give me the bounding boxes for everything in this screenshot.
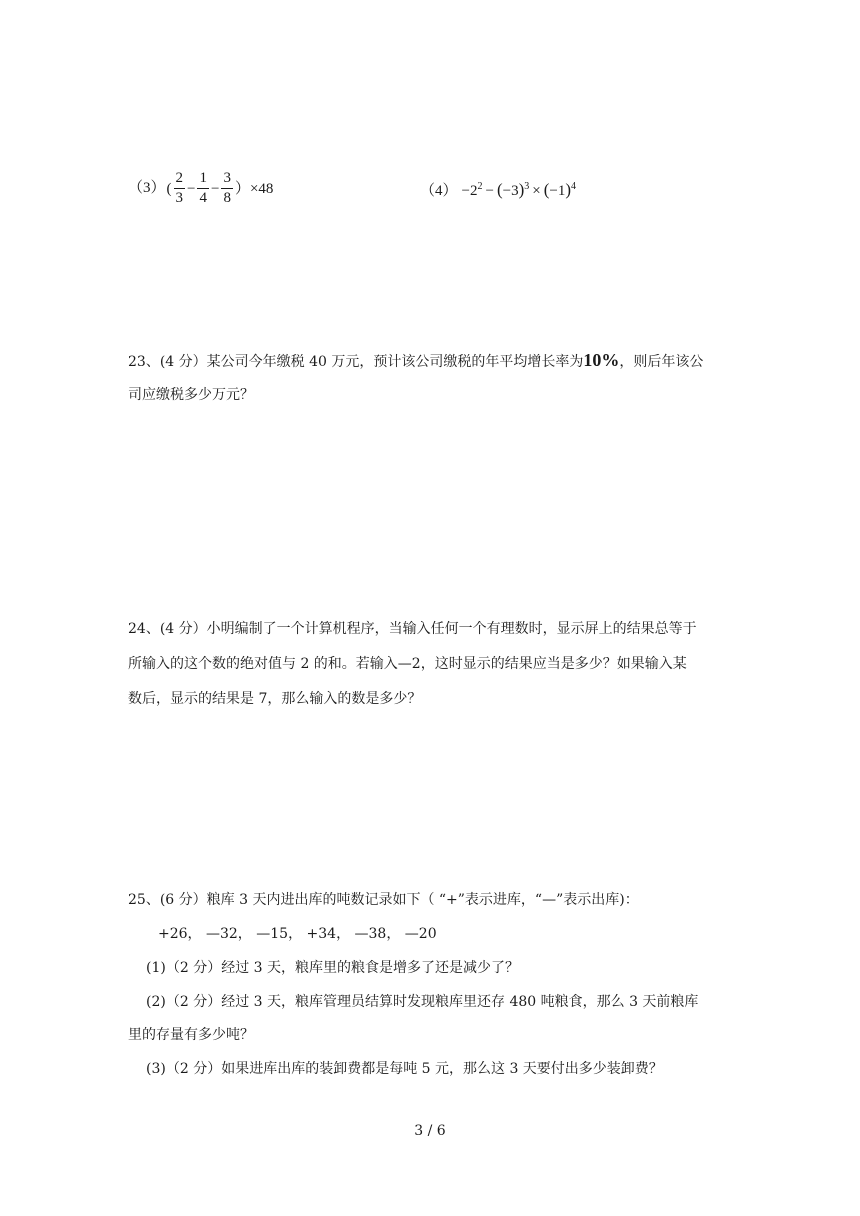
problem-4 — [420, 172, 576, 202]
fraction-numerator: 3 — [221, 170, 233, 189]
neg-two: −2 — [461, 183, 478, 199]
neg-three: −3 — [502, 183, 519, 199]
right-paren: ) — [518, 180, 525, 199]
q23-text-end: ，则后年该公 — [619, 354, 704, 370]
q24-line-1: 24、(4 分）小明编制了一个计算机程序，当输入任何一个有理数时，显示屏上的结果总等于 — [128, 621, 697, 637]
close-times-48: ）×48 — [234, 180, 274, 197]
exponent: 3 — [524, 181, 530, 192]
q25-values: +26， —32， —15， +34， —38， —20 — [158, 926, 437, 942]
exponent: 2 — [477, 181, 483, 192]
q25-line-1: 25、(6 分）粮库 3 天内进出库的吨数记录如下（ “+”表示进库，“—”表示出库)： — [128, 892, 639, 908]
fraction-2-3 — [174, 170, 186, 207]
fraction-1-4 — [197, 170, 209, 207]
fraction-denominator: 3 — [175, 190, 184, 207]
exponent: 4 — [571, 181, 577, 192]
minus-sign: − — [485, 183, 494, 199]
minus-sign: − — [187, 180, 196, 197]
problem-4-label: （4） — [420, 183, 458, 199]
q25-sub-1: (1)（2 分）经过 3 天，粮库里的粮食是增多了还是减少了？ — [146, 960, 519, 976]
right-paren: ) — [565, 180, 572, 199]
problem-3-label: （3） — [128, 180, 166, 196]
fraction-denominator: 8 — [223, 190, 231, 207]
q23-text: 23、(4 分）某公司今年缴税 40 万元，预计该公司缴税的年平均增长率为 — [128, 354, 584, 370]
open-paren: ( — [166, 180, 172, 197]
problem-3 — [128, 168, 274, 208]
page-number: 3 / 6 — [414, 1123, 446, 1139]
minus-sign: − — [210, 180, 220, 197]
q25-sub-2-line-1: (2)（2 分）经过 3 天，粮库管理员结算时发现粮库里还存 480 吨粮食，那么 3 天前粮库 — [146, 994, 699, 1010]
q23-percent: 10% — [583, 350, 620, 370]
q23-line-1 — [128, 350, 703, 372]
left-paren: ( — [496, 180, 503, 199]
times-sign: × — [532, 183, 541, 199]
q24-line-2: 所输入的这个数的绝对值与 2 的和。若输入—2，这时显示的结果应当是多少？如果输入某 — [128, 656, 687, 672]
fraction-numerator: 1 — [197, 170, 209, 189]
q25-sub-3: (3)（2 分）如果进库出库的装卸费都是每吨 5 元，那么这 3 天要付出多少装卸费？ — [146, 1061, 663, 1077]
fraction-denominator: 4 — [199, 190, 207, 207]
q23-line-2: 司应缴税多少万元？ — [128, 387, 254, 403]
q24-line-3: 数后，显示的结果是 7，那么输入的数是多少？ — [128, 691, 422, 707]
q25-sub-2-line-2: 里的存量有多少吨？ — [128, 1027, 254, 1043]
fraction-3-8 — [221, 170, 233, 207]
left-paren: ( — [543, 180, 550, 199]
fraction-numerator: 2 — [174, 170, 186, 189]
neg-one: −1 — [549, 183, 566, 199]
